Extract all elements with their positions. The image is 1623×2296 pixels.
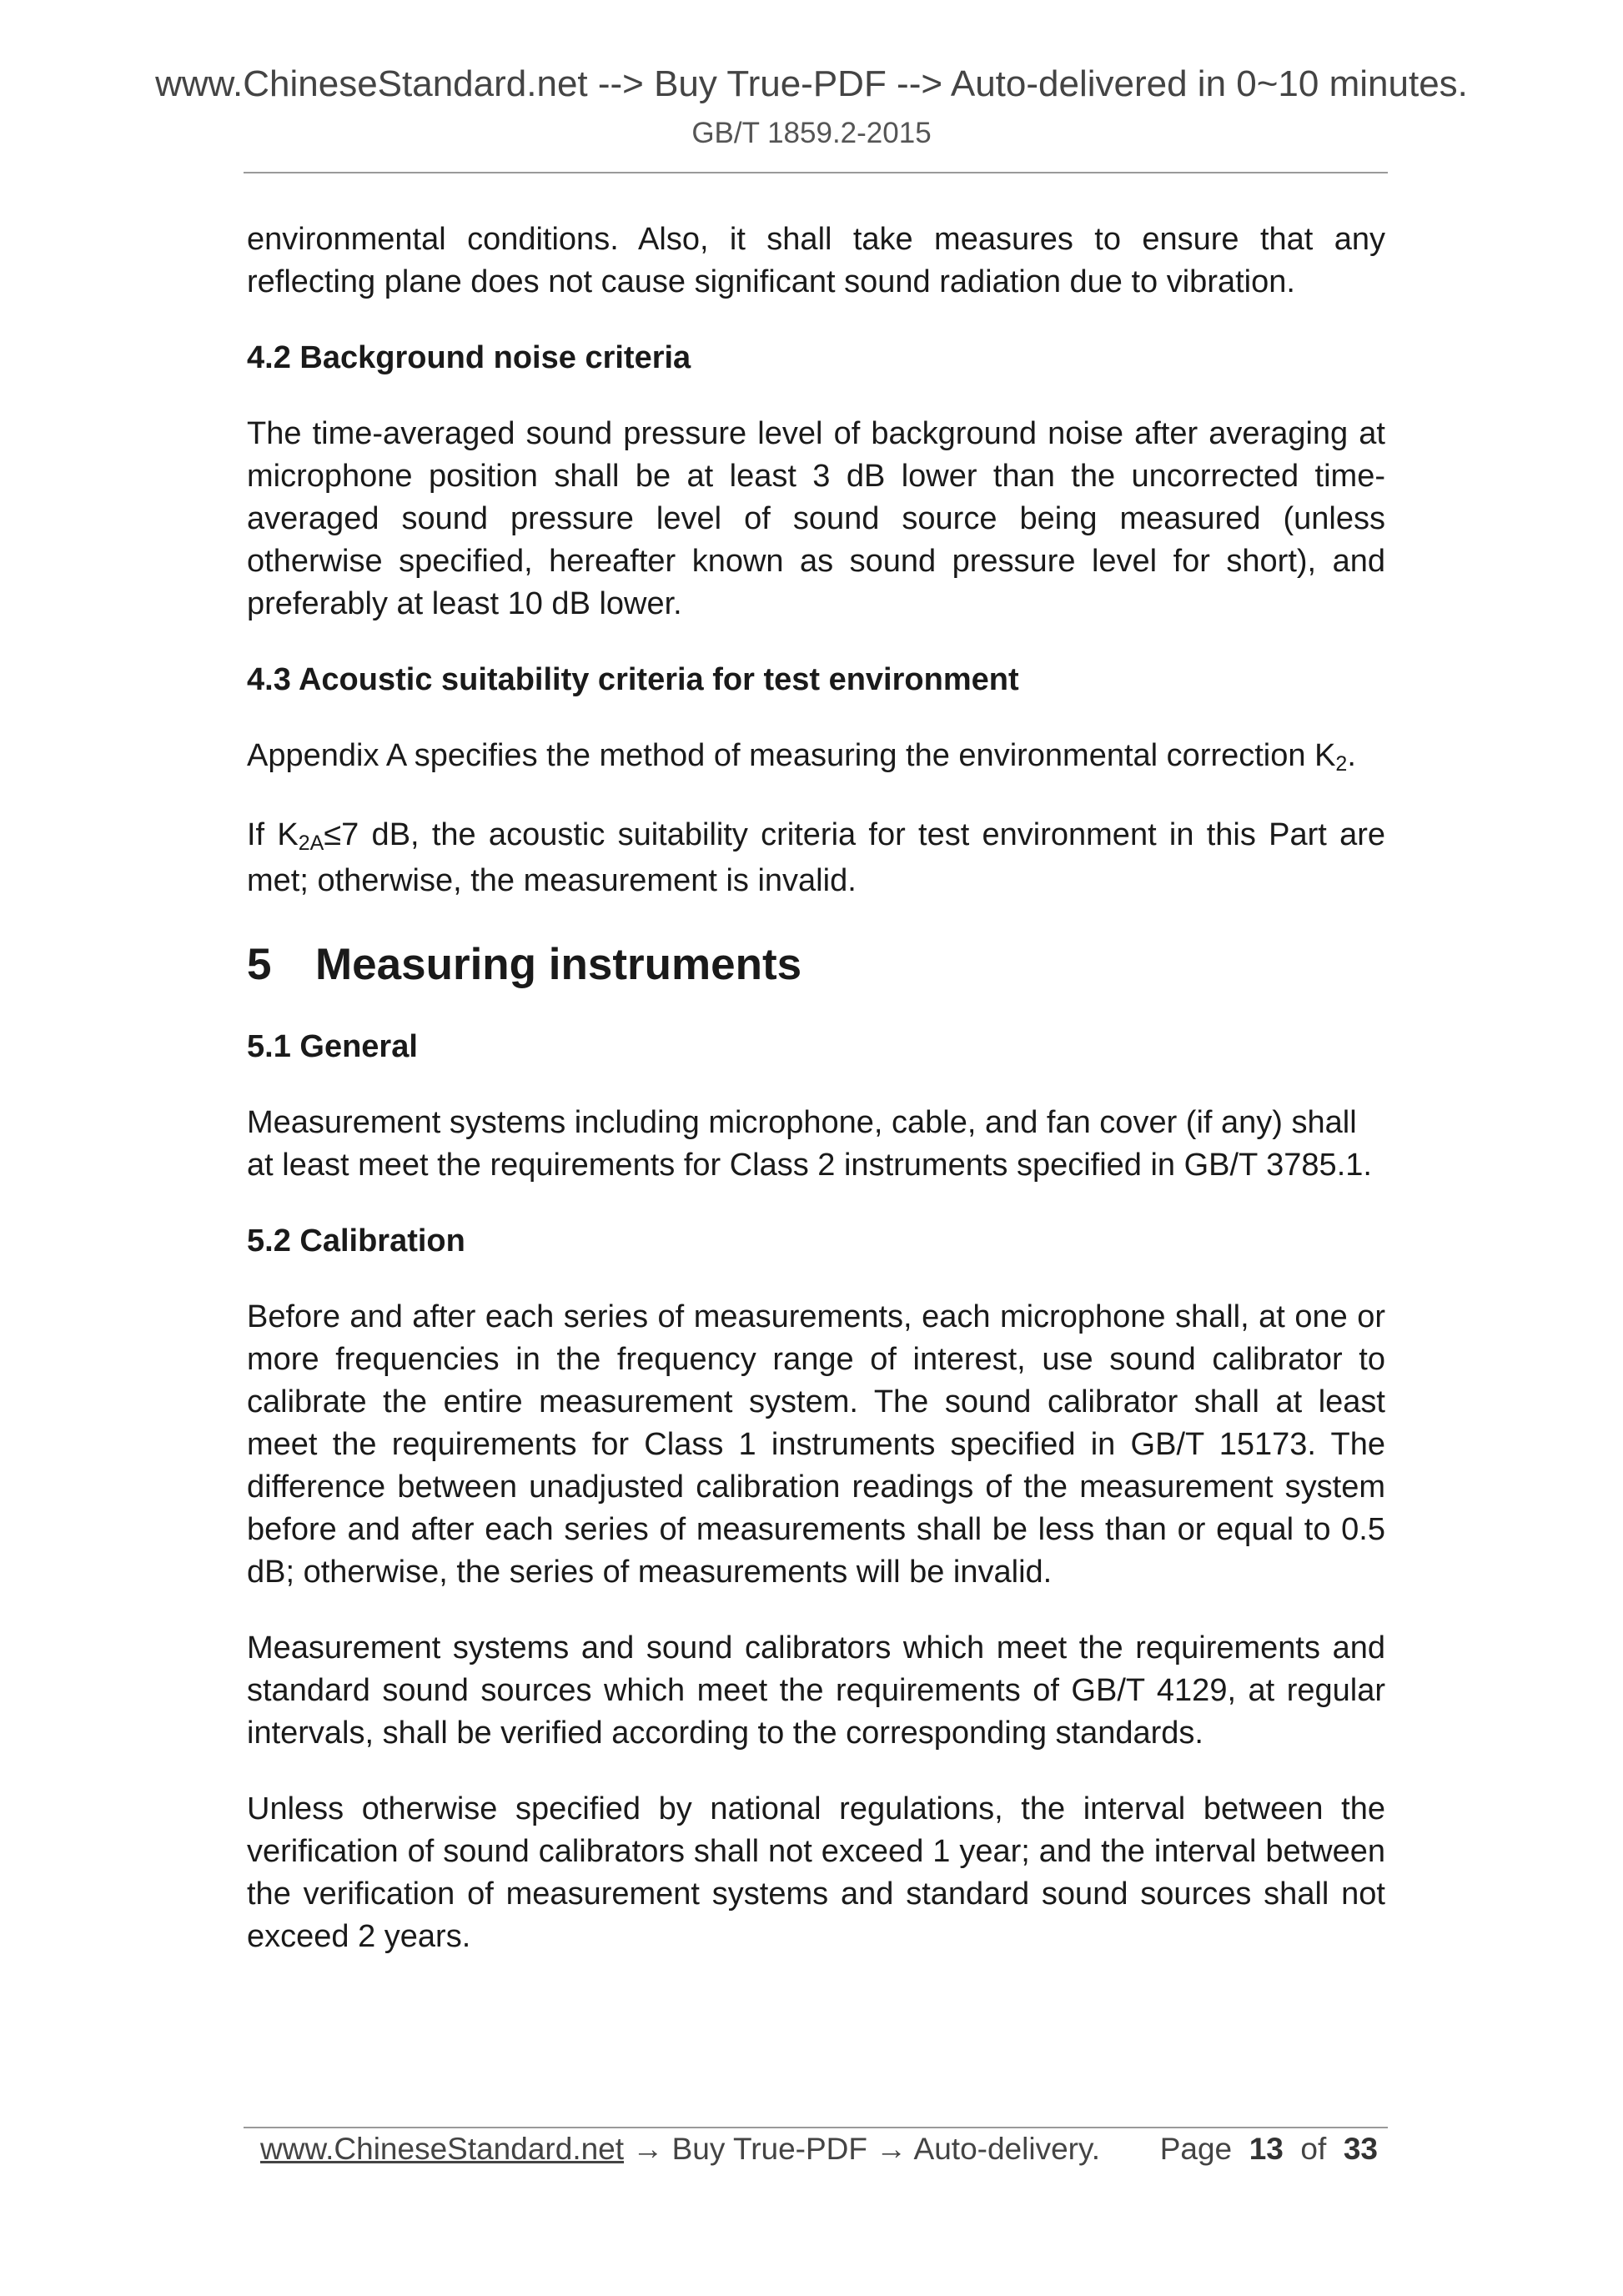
heading-5-2: 5.2 Calibration — [247, 1223, 465, 1259]
paragraph-4-2: The time-averaged sound pressure level of background noise after averaging at microphone position shall be at least 3 dB lower than the uncorrected time-averaged sound pressure level of sound source being measured (unless otherwise specified, hereafter known as sound pressure level for short), and preferably at least 10 dB lower. — [247, 416, 1385, 621]
footer-links — [260, 2132, 1100, 2167]
heading-4-3: 4.3 Acoustic suitability criteria for test environment — [247, 662, 1019, 697]
page-word: Page — [1159, 2132, 1233, 2166]
intro-paragraph: environmental conditions. Also, it shall take measures to ensure that any reflecting plane does not cause significant sound radiation due to vibration. — [247, 222, 1385, 299]
paragraph-4-3-criteria — [247, 814, 1385, 902]
section-5-title: Measuring instruments — [315, 940, 802, 989]
current-page: 13 — [1249, 2132, 1284, 2166]
paragraph-5-2-interval: Unless otherwise specified by national regulations, the interval between the verification of sound calibrators shall not exceed 1 year; and the interval between the verification of measurement systems and standard sound sources shall not exceed 2 years. — [247, 1791, 1385, 1954]
appendix-text: Appendix A specifies the method of measuring the environmental correction K — [247, 738, 1336, 773]
document-id: GB/T 1859.2-2015 — [691, 117, 932, 149]
heading-section-5 — [247, 936, 1385, 994]
arrow-icon: → — [876, 2132, 907, 2166]
page-number — [1160, 2132, 1378, 2167]
paragraph-5-1-line1: Measurement systems including microphone, cable, and fan cover (if any) shall — [247, 1105, 1357, 1140]
of-word: of — [1300, 2132, 1327, 2166]
footer-buy: Buy True-PDF — [671, 2132, 868, 2166]
criteria-rest: ≤7 dB, the acoustic suitability criteria for test environment in this Part are met; otherwise, the measurement is invalid. — [247, 817, 1385, 898]
arrow-icon: → — [632, 2132, 664, 2166]
k2a-subscript: 2A — [298, 831, 324, 855]
footer-divider — [244, 2127, 1388, 2128]
footer-site-link[interactable]: www.ChineseStandard.net — [260, 2132, 625, 2166]
page-content — [247, 219, 1385, 1992]
paragraph-5-1-line2: at least meet the requirements for Class 2 instruments specified in GB/T 3785.1. — [247, 1148, 1372, 1183]
paragraph-5-2-verification: Measurement systems and sound calibrators which meet the requirements and standard sound sources which meet the requirements of GB/T 4129, at regular intervals, shall be verified according to the corresponding standards. — [247, 1630, 1385, 1751]
header-banner: www.ChineseStandard.net --> Buy True-PDF --> Auto-delivered in 0~10 minutes. — [155, 63, 1468, 104]
paragraph-4-3-appendix — [247, 735, 1385, 781]
paragraph-5-2-calibration: Before and after each series of measurements, each microphone shall, at one or more frequencies in the frequency range of interest, use sound calibrator to calibrate the entire measurement system. The sound calibrator shall at least meet the requirements for Class 1 instruments specified in GB/T 15173. The difference between unadjusted calibration readings of the measurement system before and after each series of measurements shall be less than or equal to 0.5 dB; otherwise, the series of measurements will be invalid. — [247, 1299, 1385, 1590]
section-5-number: 5 — [247, 940, 272, 989]
k2-subscript: 2 — [1335, 752, 1348, 776]
appendix-end: . — [1347, 738, 1356, 773]
total-pages: 33 — [1343, 2132, 1378, 2166]
footer-delivery: Auto-delivery. — [913, 2132, 1101, 2166]
criteria-start: If K — [247, 817, 299, 852]
heading-5-1: 5.1 General — [247, 1029, 418, 1064]
heading-4-2: 4.2 Background noise criteria — [247, 340, 691, 375]
header-divider — [244, 172, 1388, 173]
paragraph-5-1 — [247, 1102, 1385, 1187]
